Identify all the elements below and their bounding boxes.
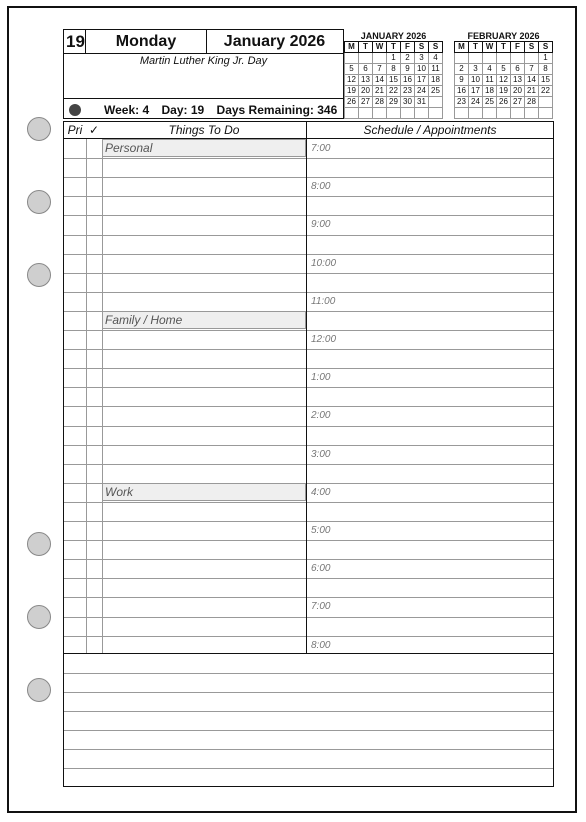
calendar-day[interactable]: 26 bbox=[345, 97, 359, 108]
binder-hole bbox=[27, 605, 51, 629]
hour-label: 6:00 bbox=[311, 563, 331, 575]
calendar-day[interactable]: 3 bbox=[415, 53, 429, 64]
weekday-header: S bbox=[525, 42, 539, 53]
todo-row-line bbox=[64, 502, 306, 503]
todo-row-line bbox=[64, 521, 306, 522]
calendar-day[interactable]: 9 bbox=[455, 75, 469, 86]
calendar-day[interactable]: 22 bbox=[539, 86, 553, 97]
notes-area[interactable] bbox=[63, 654, 554, 787]
schedule-row-line bbox=[307, 311, 553, 312]
calendar-day[interactable]: 18 bbox=[483, 86, 497, 97]
calendar-day bbox=[345, 108, 359, 119]
schedule-row-line bbox=[307, 235, 553, 236]
calendar-day[interactable]: 24 bbox=[469, 97, 483, 108]
schedule-header: Schedule / Appointments bbox=[363, 123, 497, 137]
calendar-day[interactable]: 1 bbox=[539, 53, 553, 64]
calendar-day bbox=[345, 53, 359, 64]
calendar-title: FEBRUARY 2026 bbox=[467, 31, 540, 41]
hour-label: 2:00 bbox=[311, 410, 331, 422]
calendar-day bbox=[497, 108, 511, 119]
note-line bbox=[64, 749, 553, 750]
binder-hole bbox=[27, 263, 51, 287]
day-stats bbox=[104, 103, 346, 117]
calendar-day[interactable]: 18 bbox=[429, 75, 443, 86]
calendar-day bbox=[415, 108, 429, 119]
calendar-day[interactable]: 20 bbox=[511, 86, 525, 97]
moon-phase-icon bbox=[69, 104, 81, 116]
calendar-day[interactable]: 30 bbox=[401, 97, 415, 108]
section-personal[interactable]: Personal bbox=[102, 139, 306, 157]
calendar-day bbox=[359, 108, 373, 119]
calendar-day[interactable]: 3 bbox=[469, 64, 483, 75]
todo-row-line bbox=[64, 483, 306, 484]
calendar-day[interactable]: 25 bbox=[483, 97, 497, 108]
note-line bbox=[64, 692, 553, 693]
calendar-day[interactable]: 6 bbox=[511, 64, 525, 75]
schedule-row-line bbox=[307, 273, 553, 274]
calendar-day[interactable]: 24 bbox=[415, 86, 429, 97]
todo-row-line bbox=[64, 235, 306, 236]
priority-header: Pri bbox=[67, 123, 83, 137]
calendar-day[interactable]: 16 bbox=[455, 86, 469, 97]
calendar-day bbox=[429, 97, 443, 108]
calendar-day bbox=[539, 97, 553, 108]
schedule-row-line bbox=[307, 502, 553, 503]
calendar-day bbox=[455, 108, 469, 119]
calendar-day bbox=[483, 53, 497, 64]
date-row bbox=[64, 30, 343, 54]
todo-row-line bbox=[64, 292, 306, 293]
calendar-day[interactable]: 16 bbox=[401, 75, 415, 86]
binder-hole bbox=[27, 190, 51, 214]
todo-row-line bbox=[64, 406, 306, 407]
binder-hole bbox=[27, 532, 51, 556]
mini-calendar-february bbox=[454, 31, 553, 119]
schedule-row-line bbox=[307, 559, 553, 560]
weekday-header: S bbox=[415, 42, 429, 53]
weekday: Monday bbox=[86, 30, 207, 53]
calendar-day[interactable]: 19 bbox=[345, 86, 359, 97]
todo-row-line bbox=[64, 349, 306, 350]
calendar-day bbox=[511, 53, 525, 64]
calendar-day[interactable]: 8 bbox=[387, 64, 401, 75]
calendar-title: JANUARY 2026 bbox=[360, 31, 427, 41]
calendar-day[interactable]: 4 bbox=[429, 53, 443, 64]
calendar-day[interactable]: 31 bbox=[415, 97, 429, 108]
calendar-day[interactable]: 21 bbox=[525, 86, 539, 97]
schedule-row-line bbox=[307, 406, 553, 407]
calendar-day[interactable]: 29 bbox=[387, 97, 401, 108]
divider bbox=[64, 98, 343, 99]
calendar-day bbox=[359, 53, 373, 64]
week-number: Week: 4 bbox=[104, 103, 150, 117]
schedule-row-line bbox=[307, 426, 553, 427]
calendar-day[interactable]: 15 bbox=[387, 75, 401, 86]
calendar-day[interactable]: 10 bbox=[415, 64, 429, 75]
todo-row-line bbox=[64, 387, 306, 388]
weekday-header: M bbox=[455, 42, 469, 53]
todo-row-line bbox=[64, 273, 306, 274]
hour-label: 4:00 bbox=[311, 486, 331, 498]
calendar-day bbox=[483, 108, 497, 119]
schedule-row-line bbox=[307, 464, 553, 465]
holiday-label: Martin Luther King Jr. Day bbox=[139, 55, 268, 67]
schedule-row-line bbox=[307, 445, 553, 446]
todo-row-line bbox=[64, 177, 306, 178]
calendar-day bbox=[511, 108, 525, 119]
hour-label: 5:00 bbox=[311, 525, 331, 536]
todo-row-line bbox=[64, 445, 306, 446]
weekday-header: W bbox=[483, 42, 497, 53]
calendar-day[interactable]: 27 bbox=[359, 97, 373, 108]
calendar-day[interactable]: 20 bbox=[359, 86, 373, 97]
binder-hole bbox=[27, 678, 51, 702]
calendar-day bbox=[373, 108, 387, 119]
calendar-day[interactable]: 21 bbox=[373, 86, 387, 97]
calendar-day[interactable]: 26 bbox=[497, 97, 511, 108]
schedule-row-line bbox=[307, 215, 553, 216]
section-work[interactable]: Work bbox=[102, 483, 306, 501]
todo-row-line bbox=[64, 578, 306, 579]
calendar-day[interactable]: 14 bbox=[373, 75, 387, 86]
calendar-day[interactable]: 6 bbox=[359, 64, 373, 75]
note-line bbox=[64, 730, 553, 731]
schedule-row-line bbox=[307, 330, 553, 331]
calendar-day[interactable]: 7 bbox=[525, 64, 539, 75]
todo-row-line bbox=[64, 426, 306, 427]
calendar-day[interactable]: 5 bbox=[345, 64, 359, 75]
calendar-day bbox=[497, 53, 511, 64]
calendar-day[interactable]: 11 bbox=[429, 64, 443, 75]
weekday-header: S bbox=[539, 42, 553, 53]
todo-row-line bbox=[64, 597, 306, 598]
schedule-row-line bbox=[307, 597, 553, 598]
calendar-day bbox=[525, 53, 539, 64]
calendar-day bbox=[373, 53, 387, 64]
note-line bbox=[64, 711, 553, 712]
todo-row-line bbox=[64, 254, 306, 255]
calendar-day[interactable]: 9 bbox=[401, 64, 415, 75]
calendar-day[interactable]: 28 bbox=[525, 97, 539, 108]
days-remaining: Days Remaining: 346 bbox=[216, 103, 338, 117]
calendar-day[interactable]: 22 bbox=[387, 86, 401, 97]
todo-row-line bbox=[64, 330, 306, 331]
weekday-header: F bbox=[401, 42, 415, 53]
note-line bbox=[64, 673, 553, 674]
note-line bbox=[64, 768, 553, 769]
calendar-day[interactable]: 13 bbox=[359, 75, 373, 86]
weekday-header: T bbox=[387, 42, 401, 53]
todo-row-line bbox=[64, 215, 306, 216]
calendar-day[interactable]: 19 bbox=[497, 86, 511, 97]
todo-row-line bbox=[64, 368, 306, 369]
calendar-day[interactable]: 10 bbox=[469, 75, 483, 86]
schedule-row-line bbox=[307, 158, 553, 159]
section-family-home[interactable]: Family / Home bbox=[102, 311, 306, 329]
todo-row-line bbox=[64, 540, 306, 541]
todo-row-line bbox=[64, 158, 306, 159]
calendar-day[interactable]: 2 bbox=[455, 64, 469, 75]
calendar-day bbox=[387, 108, 401, 119]
schedule-row-line bbox=[307, 636, 553, 637]
calendar-day[interactable]: 4 bbox=[483, 64, 497, 75]
planner-grid bbox=[63, 121, 554, 654]
hour-label: 12:00 bbox=[311, 334, 337, 345]
todo-row-line bbox=[64, 196, 306, 197]
hour-label: 7:00 bbox=[311, 143, 331, 154]
calendar-day[interactable]: 13 bbox=[511, 75, 525, 86]
calendar-day bbox=[469, 53, 483, 64]
calendar-day[interactable]: 2 bbox=[401, 53, 415, 64]
todo-row-line bbox=[64, 636, 306, 637]
weekday-header: F bbox=[511, 42, 525, 53]
calendar-day[interactable]: 17 bbox=[415, 75, 429, 86]
calendar-day[interactable]: 14 bbox=[525, 75, 539, 86]
day-of-year: Day: 19 bbox=[161, 103, 205, 117]
schedule-row-line bbox=[307, 196, 553, 197]
calendar-day[interactable]: 11 bbox=[483, 75, 497, 86]
schedule-row-line bbox=[307, 292, 553, 293]
todo-row-line bbox=[64, 311, 306, 312]
calendar-day[interactable]: 17 bbox=[469, 86, 483, 97]
calendar-grid bbox=[344, 41, 443, 119]
schedule-row-line bbox=[307, 521, 553, 522]
hour-label: 3:00 bbox=[311, 448, 331, 460]
weekday-header: W bbox=[373, 42, 387, 53]
schedule-row-line bbox=[307, 387, 553, 388]
schedule-row-line bbox=[307, 578, 553, 579]
day-number: 19 bbox=[66, 32, 85, 51]
header-divider bbox=[64, 138, 553, 139]
calendar-day[interactable]: 12 bbox=[497, 75, 511, 86]
schedule-row-line bbox=[307, 349, 553, 350]
todo-header: Things To Do bbox=[168, 123, 240, 137]
calendar-day[interactable]: 8 bbox=[539, 64, 553, 75]
schedule-row-line bbox=[307, 540, 553, 541]
hour-label: 9:00 bbox=[311, 219, 331, 231]
calendar-day[interactable]: 28 bbox=[373, 97, 387, 108]
schedule-row-line bbox=[307, 177, 553, 178]
calendar-day[interactable]: 25 bbox=[429, 86, 443, 97]
weekday-header: M bbox=[345, 42, 359, 53]
hour-label: 11:00 bbox=[311, 295, 336, 307]
schedule-row-line bbox=[307, 617, 553, 618]
weekday-header: T bbox=[497, 42, 511, 53]
date-header bbox=[63, 29, 344, 119]
calendar-day[interactable]: 27 bbox=[511, 97, 525, 108]
calendar-day bbox=[469, 108, 483, 119]
calendar-day bbox=[401, 108, 415, 119]
calendar-day[interactable]: 12 bbox=[345, 75, 359, 86]
hour-label: 8:00 bbox=[311, 639, 331, 651]
hour-label: 1:00 bbox=[311, 372, 331, 384]
schedule-row-line bbox=[307, 368, 553, 369]
weekday-header: T bbox=[469, 42, 483, 53]
schedule-row-line bbox=[307, 254, 553, 255]
schedule-row-line bbox=[307, 483, 553, 484]
calendar-grid bbox=[454, 41, 553, 119]
calendar-day[interactable]: 23 bbox=[401, 86, 415, 97]
calendar-day[interactable]: 1 bbox=[387, 53, 401, 64]
calendar-day bbox=[429, 108, 443, 119]
calendar-day bbox=[525, 108, 539, 119]
check-header: ✓ bbox=[88, 123, 100, 137]
month-year: January 2026 bbox=[223, 33, 326, 50]
mini-calendar-january bbox=[344, 31, 443, 119]
weekday-header: S bbox=[429, 42, 443, 53]
calendar-day[interactable]: 5 bbox=[497, 64, 511, 75]
todo-row-line bbox=[64, 464, 306, 465]
calendar-day[interactable]: 7 bbox=[373, 64, 387, 75]
todo-row-line bbox=[64, 617, 306, 618]
hour-label: 10:00 bbox=[311, 257, 337, 269]
weekday-header: T bbox=[359, 42, 373, 53]
calendar-day[interactable]: 23 bbox=[455, 97, 469, 108]
hour-label: 8:00 bbox=[311, 181, 331, 193]
calendar-day[interactable]: 15 bbox=[539, 75, 553, 86]
hour-label: 7:00 bbox=[311, 601, 331, 613]
binder-hole bbox=[27, 117, 51, 141]
calendar-day bbox=[539, 108, 553, 119]
todo-row-line bbox=[64, 559, 306, 560]
calendar-day bbox=[455, 53, 469, 64]
